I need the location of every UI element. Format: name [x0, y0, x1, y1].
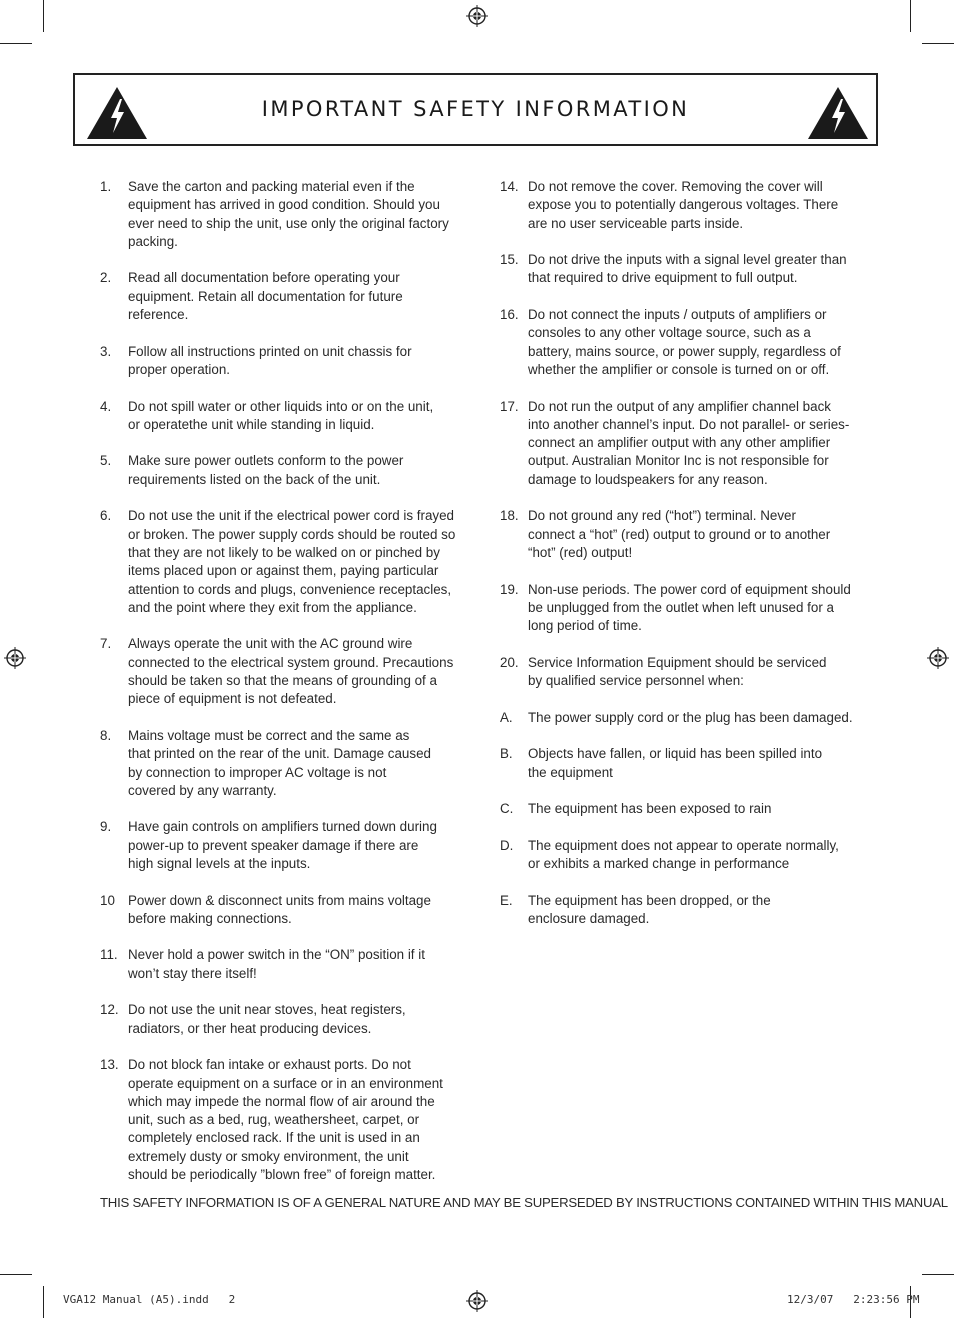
- item-number: 5.: [100, 453, 112, 469]
- list-item: [100, 635, 456, 708]
- item-text: Always operate the unit with the AC ground wire connected to the electrical system ground. Precautions should be taken so that the means of grounding of a piece of equipment is not defeated.: [128, 636, 454, 707]
- list-item: [500, 581, 856, 636]
- item-number: A.: [500, 709, 513, 725]
- list-item: [500, 800, 856, 818]
- item-number: 11.: [100, 947, 118, 963]
- left-column: [100, 178, 456, 1203]
- item-number: 6.: [100, 508, 112, 524]
- list-item: [500, 837, 856, 874]
- list-item: [500, 306, 856, 379]
- item-number: 4.: [100, 398, 112, 414]
- item-number: 17.: [500, 398, 519, 414]
- registration-target-icon: [466, 1290, 488, 1312]
- list-item: [500, 398, 856, 489]
- item-text: The equipment has been exposed to rain: [528, 801, 772, 817]
- list-item: [500, 507, 856, 562]
- page-title: IMPORTANT SAFETY INFORMATION: [261, 97, 690, 121]
- list-item: [100, 178, 456, 251]
- crop-mark: [922, 1274, 954, 1275]
- list-item: [100, 507, 456, 617]
- list-item: [500, 892, 856, 929]
- item-number: 16.: [500, 307, 519, 323]
- item-text: Do not run the output of any amplifier channel back into another channel’s input. Do not parallel- or series-connect an amplifier output with any other amplifier output. Australian Monitor Inc is not responsible for damage to loudspeakers for any reason.: [528, 398, 850, 487]
- item-number: 12.: [100, 1002, 119, 1018]
- item-text: Do not use the unit near stoves, heat registers, radiators, or ther heat producing devices.: [128, 1002, 406, 1036]
- item-text: Read all documentation before operating your equipment. Retain all documentation for future reference.: [128, 270, 403, 323]
- list-item: [500, 709, 856, 727]
- list-item: [500, 251, 856, 288]
- crop-mark: [43, 1286, 44, 1318]
- safety-header: [73, 73, 878, 146]
- registration-target-icon: [927, 647, 949, 669]
- list-item: [100, 452, 456, 489]
- list-item: [100, 946, 456, 983]
- item-number: C.: [500, 801, 514, 817]
- item-text: The power supply cord or the plug has been damaged.: [528, 709, 853, 725]
- item-text: Service Information Equipment should be serviced by qualified service personnel when:: [528, 654, 827, 689]
- list-item: [500, 178, 856, 233]
- slug-filename: VGA12 Manual (A5).indd 2: [63, 1293, 236, 1306]
- list-item: [100, 343, 456, 380]
- item-number: B.: [500, 746, 513, 762]
- item-number: D.: [500, 837, 514, 853]
- item-text: Do not drive the inputs with a signal level greater than that required to drive equipment to full output.: [528, 252, 847, 286]
- item-number: 13.: [100, 1057, 119, 1073]
- crop-mark: [43, 0, 44, 32]
- item-text: Never hold a power switch in the “ON” position if it won’t stay there itself!: [128, 947, 425, 981]
- item-text: Do not block fan intake or exhaust ports. Do not operate equipment on a surface or in an environment which may impede the normal flow of air around the unit, such as a bed, rug, weathersheet, carpet, or completely enclosed rack. If the unit is used in an extremely dusty or smoky environment, the unit should be periodically ”blown free” of foreign matter.: [128, 1057, 443, 1183]
- footer-disclaimer: THIS SAFETY INFORMATION IS OF A GENERAL NATURE AND MAY BE SUPERSEDED BY INSTRUCTIONS CONTAINED WITHIN THIS MANUAL: [100, 1195, 948, 1210]
- item-text: The equipment has been dropped, or the enclosure damaged.: [528, 892, 771, 926]
- item-text: Power down & disconnect units from mains voltage before making connections.: [128, 892, 431, 926]
- list-item: [100, 818, 456, 873]
- list-item: [100, 1001, 456, 1038]
- list-item: [100, 727, 456, 800]
- item-number: 18.: [500, 508, 519, 524]
- item-number: 7.: [100, 636, 112, 652]
- crop-mark: [922, 43, 954, 44]
- registration-target-icon: [4, 647, 26, 669]
- item-number: 19.: [500, 581, 519, 597]
- item-text: Do not remove the cover. Removing the cover will expose you to potentially dangerous voltages. There are no user serviceable parts inside.: [528, 179, 839, 231]
- crop-mark: [0, 43, 32, 44]
- crop-mark: [0, 1274, 32, 1275]
- list-item: [100, 892, 456, 929]
- item-number: 2.: [100, 270, 112, 286]
- item-number: 14.: [500, 179, 519, 194]
- crop-mark: [910, 0, 911, 32]
- list-item: [100, 1056, 456, 1184]
- item-text: Mains voltage must be correct and the same as that printed on the rear of the unit. Damage caused by connection to improper AC voltage is not covered by any warranty.: [128, 727, 431, 798]
- item-text: Do not spill water or other liquids into or on the unit, or operatethe unit while standing in liquid.: [128, 398, 434, 432]
- item-text: Save the carton and packing material even if the equipment has arrived in good condition. Should you ever need to ship the unit, use only the original factory packing.: [128, 179, 449, 249]
- item-number: 15.: [500, 252, 519, 268]
- item-text: Non-use periods. The power cord of equipment should be unplugged from the outlet when left unused for a long period of time.: [528, 581, 851, 634]
- list-item: [500, 654, 856, 691]
- item-text: Do not ground any red (“hot”) terminal. Never connect a “hot” (red) output to ground or to another “hot” (red) output!: [528, 508, 831, 560]
- item-text: Make sure power outlets conform to the power requirements listed on the back of the unit.: [128, 453, 404, 487]
- right-column: [500, 178, 856, 946]
- item-text: Follow all instructions printed on unit chassis for proper operation.: [128, 343, 412, 377]
- item-number: 10: [100, 892, 115, 908]
- registration-target-icon: [466, 5, 488, 27]
- list-item: [100, 398, 456, 435]
- high-voltage-warning-icon: [808, 87, 868, 139]
- item-number: E.: [500, 892, 513, 908]
- item-text: The equipment does not appear to operate normally, or exhibits a marked change in performance: [528, 837, 839, 871]
- item-text: Do not use the unit if the electrical power cord is frayed or broken. The power supply cords should be routed so that they are not likely to be walked on or pinched by items placed upon or against them, paying particular attention to cords and plugs, convenience receptacles, and the point where they exit from the appliance.: [128, 508, 456, 615]
- item-number: 1.: [100, 179, 112, 194]
- slug-timestamp: 12/3/07 2:23:56 PM: [787, 1293, 920, 1306]
- list-item: [100, 269, 456, 324]
- item-number: 20.: [500, 654, 519, 670]
- item-text: Objects have fallen, or liquid has been spilled into the equipment: [528, 746, 823, 780]
- item-number: 3.: [100, 343, 112, 359]
- item-text: Do not connect the inputs / outputs of amplifiers or consoles to any other voltage source, such as a battery, mains source, or power supply, regardless of whether the amplifier or console is turned on or off.: [528, 307, 841, 377]
- list-item: [500, 745, 856, 782]
- item-number: 9.: [100, 819, 112, 835]
- item-text: Have gain controls on amplifiers turned down during power-up to prevent speaker damage if there are high signal levels at the inputs.: [128, 819, 437, 871]
- item-number: 8.: [100, 727, 112, 743]
